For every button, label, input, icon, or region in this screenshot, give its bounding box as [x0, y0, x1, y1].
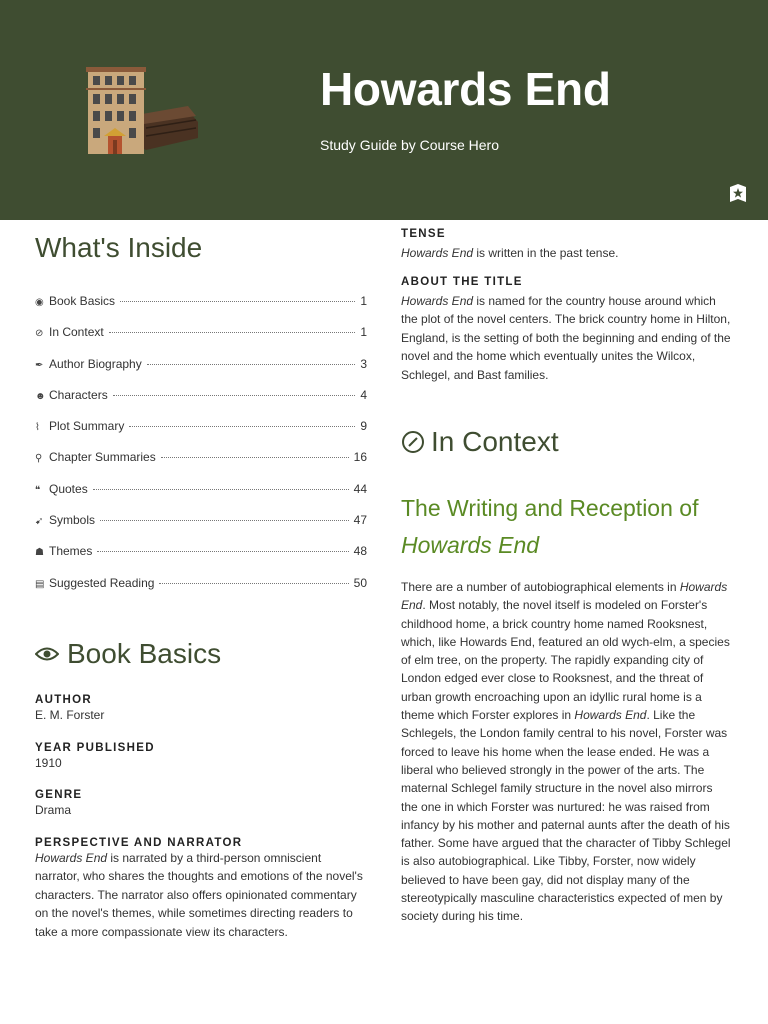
quote-icon: ❝ — [35, 484, 41, 496]
toc-item-chapter-summaries[interactable] — [35, 450, 367, 481]
genre-block — [35, 789, 367, 820]
book-title-italic: Howards End — [401, 293, 474, 308]
toc-leader — [161, 457, 349, 458]
compass-icon — [401, 430, 425, 454]
book-basics-heading-text: Book Basics — [67, 638, 222, 669]
toc-page-number: 4 — [360, 387, 367, 402]
perspective-block — [35, 837, 367, 942]
toc-item-label: Plot Summary — [49, 419, 125, 434]
paragraph-text: . Most notably, the novel itself is modeled on Forster's childhood home, a brick country home named Rooksnest, which, like Howards End, featured an old wych-elm, a species of elm tree, on the property. The rapidly expanding city of London edged ever close to Rooksnest, and the threat of urban growth encroaching upon an idyllic rural home is a theme which Forster explores in — [401, 598, 730, 723]
toc-page-number: 48 — [353, 544, 367, 559]
paragraph-text: There are a number of autobiographical elements in — [401, 580, 680, 594]
toc-page-number: 47 — [353, 513, 367, 528]
author-value: E. M. Forster — [35, 708, 105, 722]
toc-leader — [120, 301, 355, 302]
author-block — [35, 694, 367, 725]
toc-item-symbols[interactable] — [35, 513, 367, 544]
tense-block — [401, 228, 731, 263]
toc-item-author-biography[interactable] — [35, 357, 367, 388]
year-label: YEAR PUBLISHED — [35, 741, 155, 754]
book-title-italic: Howards End — [401, 246, 474, 260]
tense-value — [401, 244, 731, 263]
toc-leader — [147, 364, 356, 365]
toc-item-label: In Context — [49, 325, 104, 340]
in-context-heading — [401, 426, 559, 458]
compass-icon: ⊘ — [35, 328, 44, 340]
toc-item-in-context[interactable] — [35, 325, 367, 356]
about-title-block — [401, 276, 731, 385]
toc-item-label: Book Basics — [49, 294, 116, 308]
book-basics-heading — [35, 638, 367, 670]
toc-page-number: 3 — [360, 356, 367, 371]
year-value: 1910 — [35, 755, 62, 770]
book-basics-section — [35, 638, 367, 941]
pen-nib-icon: ✒ — [35, 359, 44, 371]
toc-page-number: 1 — [360, 294, 367, 308]
header-banner — [0, 0, 768, 220]
toc-item-suggested-reading[interactable] — [35, 576, 367, 607]
toc-item-plot-summary[interactable] — [35, 419, 367, 450]
toc-leader — [97, 551, 348, 552]
toc-item-label: Characters — [49, 387, 108, 402]
toc-item-quotes[interactable] — [35, 482, 367, 513]
tense-label: TENSE — [401, 228, 446, 240]
toc-leader — [93, 489, 349, 490]
toc-leader — [113, 395, 356, 396]
page-title: Howards End — [320, 63, 611, 115]
bird-icon: ➹ — [35, 516, 44, 528]
magnifier-icon: ⚲ — [35, 453, 43, 465]
toc-item-label: Themes — [49, 544, 93, 559]
chart-line-icon: ⌇ — [35, 422, 40, 434]
masks-icon: ☗ — [35, 547, 44, 559]
toc-item-label: Chapter Summaries — [49, 450, 156, 465]
toc-leader — [100, 520, 349, 521]
author-label: AUTHOR — [35, 694, 92, 706]
toc-page-number: 16 — [353, 450, 367, 465]
in-context-heading-text: In Context — [431, 426, 559, 457]
tense-text: is written in the past tense. — [473, 246, 619, 260]
toc-page-number: 50 — [353, 575, 367, 590]
perspective-value — [35, 849, 367, 942]
toc-item-characters[interactable] — [35, 388, 367, 419]
eye-icon — [35, 646, 59, 662]
books-icon: ▤ — [35, 578, 45, 590]
subheading-text: The Writing and Reception of — [401, 495, 699, 521]
toc-item-label: Symbols — [49, 513, 96, 528]
about-title-value — [401, 292, 731, 385]
toc-leader — [159, 583, 348, 584]
table-of-contents — [35, 294, 367, 607]
perspective-label: PERSPECTIVE AND NARRATOR — [35, 836, 243, 849]
in-context-paragraph — [401, 578, 731, 926]
course-hero-logo-icon — [728, 183, 748, 203]
toc-page-number: 44 — [353, 481, 367, 496]
toc-item-book-basics[interactable] — [35, 294, 367, 325]
page-subtitle: Study Guide by Course Hero — [320, 137, 499, 153]
people-icon: ☻ — [35, 390, 46, 402]
perspective-text: is narrated by a third-person omniscient narrator, who shares the thoughts and emotions of the novel's characters. The narrator also offers opinionated commentary on the novel's themes, while sometimes directing readers to take a more compassionate view its characters. — [35, 850, 363, 939]
toc-page-number: 9 — [360, 419, 367, 434]
toc-item-themes[interactable] — [35, 544, 367, 575]
toc-item-label: Quotes — [49, 481, 88, 496]
toc-item-label: Suggested Reading — [49, 575, 155, 590]
toc-page-number: 1 — [360, 325, 367, 340]
year-block — [35, 742, 367, 773]
book-title-italic: Howards End — [35, 850, 108, 865]
about-title-label: ABOUT THE TITLE — [401, 275, 523, 288]
toc-item-label: Author Biography — [49, 356, 142, 371]
paragraph-text: . Like the Schlegels, the London family central to his novel, Forster was forced to leave his home when the lease ended. He was a liberal who believed strongly in the power of the arts. The maternal Schlegel family structure in the novel also mirrors the one in which Forster was nurtured: he was raised from infancy by his mother and paternal aunts after the death of his father. Some have argued that the character of Tibby Schlegel is also autobiographical. Like Tibby, Forster, now widely believed to have been gay, did not display many of the stereotypically masculine characteristics expected of men by society during his time. — [401, 708, 731, 924]
toc-heading: What's Inside — [35, 232, 203, 263]
genre-label: GENRE — [35, 789, 83, 801]
book-title-italic: Howards End — [401, 580, 728, 613]
genre-value: Drama — [35, 803, 72, 817]
writing-reception-heading — [401, 490, 731, 564]
book-title-italic: Howards End — [574, 708, 647, 723]
toc-leader — [109, 332, 356, 333]
house-illustration — [84, 64, 204, 159]
about-title-text: is named for the country house around which the plot of the novel centers. The brick country home in Hilton, England, is the setting of both the beginning and ending of the novel and the home which eventually unites the Wilcox, Schlegel, and Bast families. — [401, 293, 731, 382]
subheading-italic: Howards End — [401, 532, 540, 558]
eye-icon: ◉ — [35, 297, 44, 308]
toc-leader — [129, 426, 355, 427]
right-column — [401, 228, 731, 924]
